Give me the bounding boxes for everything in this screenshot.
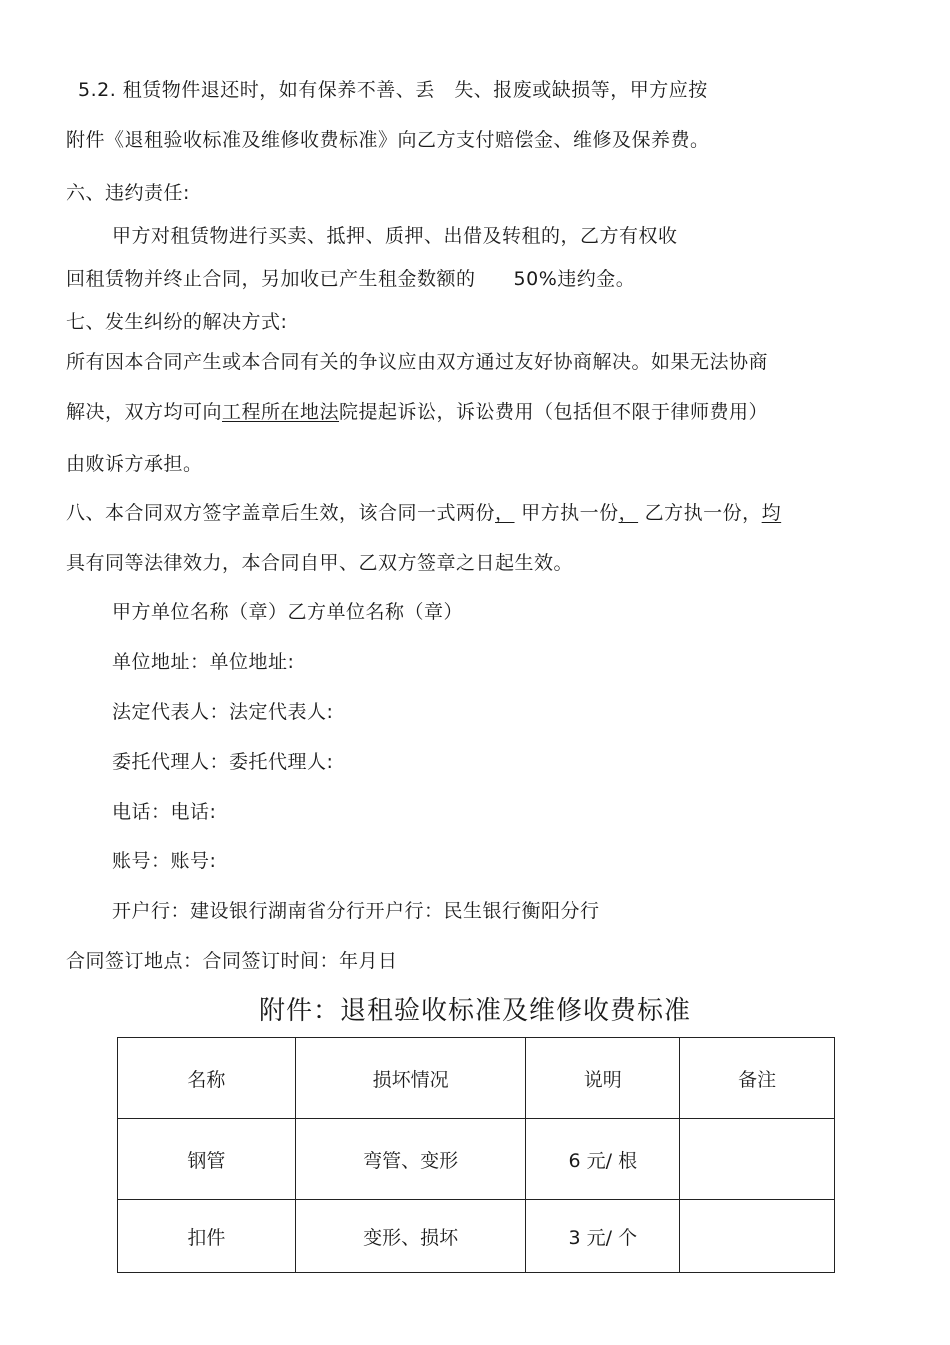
signature-account: 账号：账号: — [112, 850, 217, 872]
table-cell: 3 元/ 个 — [526, 1200, 680, 1273]
penalty-rate: 50%违约金。 — [513, 268, 636, 290]
header-cell: 备注 — [680, 1038, 835, 1119]
attachment-title: 附件：退租验收标准及维修收费标准 — [258, 996, 691, 1026]
clause-5-2-line1: 5.2. 租赁物件退还时，如有保养不善、丢 失、报废或缺损等，甲方应按 — [78, 79, 708, 101]
section6-line2 — [66, 267, 635, 291]
section8-line2: 具有同等法律效力，本合同自甲、乙双方签章之日起生效。 — [66, 552, 574, 574]
header-cell: 名称 — [118, 1038, 296, 1119]
signature-agent: 委托代理人：委托代理人: — [112, 751, 334, 773]
section7-heading: 七、发生纠纷的解决方式: — [66, 311, 288, 333]
section7-line2: 解决，双方均可向工程所在地法院提起诉讼，诉讼费用（包括但不限于律师费用） — [66, 401, 769, 423]
section6-heading: 六、违约责任: — [66, 182, 190, 204]
signature-legal-rep: 法定代表人：法定代表人: — [112, 701, 334, 723]
jurisdiction-underlined: 工程所在地法 — [222, 401, 340, 423]
header-cell: 说明 — [526, 1038, 680, 1119]
section6-line2-text: 回租赁物并终止合同，另加收已产生租金数额的 — [66, 268, 476, 290]
table-cell — [680, 1200, 835, 1273]
section7-line3: 由败诉方承担。 — [66, 453, 203, 475]
attachment-table — [117, 1037, 835, 1273]
header-cell: 损坏情况 — [295, 1038, 526, 1119]
table-cell: 变形、损坏 — [295, 1200, 526, 1273]
table-header-row — [118, 1038, 835, 1119]
table-cell — [680, 1119, 835, 1200]
table-row — [118, 1200, 835, 1273]
table-cell: 钢管 — [118, 1119, 296, 1200]
signature-place-time: 合同签订地点：合同签订时间：年月日 — [66, 950, 398, 972]
table-cell: 扣件 — [118, 1200, 296, 1273]
signature-address: 单位地址：单位地址: — [112, 651, 295, 673]
signature-bank: 开户行：建设银行湖南省分行开户行：民生银行衡阳分行 — [112, 900, 600, 922]
signature-phone: 电话：电话: — [112, 801, 217, 823]
section6-line1: 甲方对租赁物进行买卖、抵押、质押、出借及转租的，乙方有权收 — [112, 225, 678, 247]
signature-unit-name: 甲方单位名称（章）乙方单位名称（章） — [112, 601, 464, 623]
table-cell: 6 元/ 根 — [526, 1119, 680, 1200]
clause-5-2-line2: 附件《退租验收标准及维修收费标准》向乙方支付赔偿金、维修及保养费。 — [66, 129, 710, 151]
section8-line1: 八、本合同双方签字盖章后生效，该合同一式两份， 甲方执一份， 乙方执一份，均 — [66, 502, 782, 524]
table-row — [118, 1119, 835, 1200]
section7-line1: 所有因本合同产生或本合同有关的争议应由双方通过友好协商解决。如果无法协商 — [66, 351, 769, 373]
table-cell: 弯管、变形 — [295, 1119, 526, 1200]
